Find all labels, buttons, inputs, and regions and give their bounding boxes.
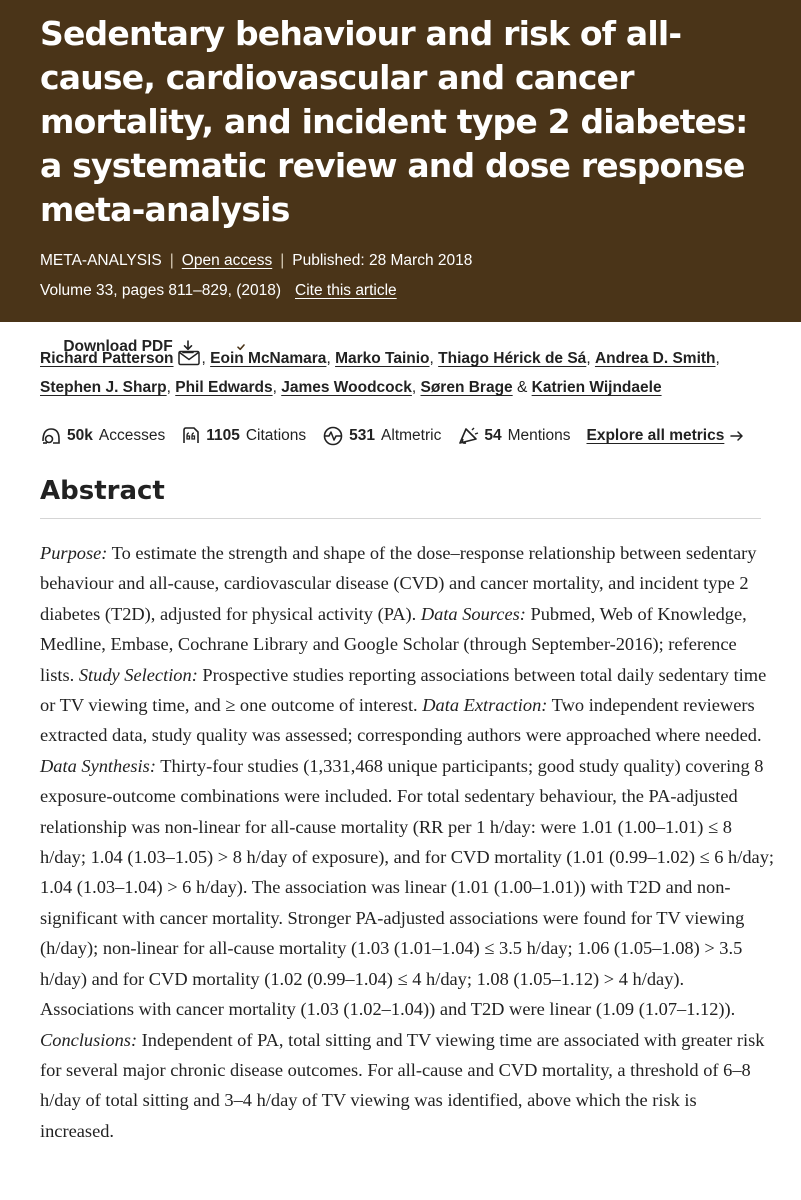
- conclusions-label: Conclusions:: [40, 1029, 138, 1050]
- article-title: Sedentary behaviour and risk of all-cause, cardiovascular and cancer mortality, and incident type 2 diabetes: a systematic review and dose response meta-analysis: [40, 14, 748, 229]
- metric-altmetric: 531 Altmetric: [322, 426, 441, 446]
- author-link[interactable]: Marko Tainio: [335, 350, 430, 367]
- abstract-body: Purpose: To estimate the strength and shape of the dose–response relationship between sedentary behaviour and all-cause, cardiovascular disease (CVD) and cancer mortality, and incident type 2 diabetes (T2D), adjusted for physical activity (PA). Data Sources: Pubmed, Web of Knowledge, Medline, Embase, Cochrane Library and Google Scholar (through September-2016); reference lists. Study Selection: Prospective studies reporting associations between total daily sedentary time or TV viewing time, and ≥ one outcome of interest. Data Extraction: Two independent reviewers extracted data, study quality was assessed; corresponding authors were approached where needed. Data Synthesis: Thirty-four studies (1,331,468 unique participants; good study quality) covering 8 exposure-outcome combinations were included. For total sedentary behaviour, the PA-adjusted relationship was non-linear for all-cause mortality (RR per 1 h/day: were 1.01 (1.00–1.01) ≤ 8 h/day; 1.04 (1.03–1.05) > 8 h/day of exposure), and for CVD mortality (1.01 (0.99–1.02) ≤ 6 h/day; 1.04 (1.03–1.04) > 6 h/day). The association was linear (1.01 (1.00–1.01)) with T2D and non-significant with cancer mortality. Stronger PA-adjusted associations were found for TV viewing (h/day); non-linear for all-cause mortality (1.03 (1.01–1.04) ≤ 3.5 h/day; 1.06 (1.05–1.08) > 3.5 h/day) and for CVD mortality (1.02 (0.99–1.04) ≤ 4 h/day; 1.08 (1.05–1.12) > 4 h/day). Associations with cancer mortality (1.03 (1.02–1.04)) and T2D were linear (1.09 (1.07–1.12)). Conclusions: Independent of PA, total sitting and TV viewing time are associated with greater risk for several major chronic disease outcomes. For all-cause and CVD mortality, a threshold of 6–8 h/day of total sitting and 3–4 h/day of TV viewing was identified, above which the risk is increased.: [40, 543, 774, 1141]
- article-header: [0, 0, 801, 355]
- author-link[interactable]: Phil Edwards: [175, 379, 273, 396]
- download-pdf-label: Download PDF: [63, 337, 173, 355]
- citations-icon: [181, 426, 201, 446]
- open-access-inline-link[interactable]: open access: [425, 338, 504, 355]
- megaphone-icon: [457, 426, 479, 446]
- author-link[interactable]: James Woodcock: [281, 379, 412, 396]
- access-prefix: You have full access to this: [253, 338, 422, 355]
- arrow-right-icon: [730, 430, 744, 442]
- data-extraction-label: Data Extraction:: [422, 695, 548, 716]
- access-suffix: article: [507, 338, 546, 355]
- author-link[interactable]: Eoin McNamara: [210, 350, 327, 367]
- study-selection-label: Study Selection:: [78, 664, 198, 685]
- article-type: META-ANALYSIS: [40, 252, 162, 269]
- abstract-heading: Abstract: [40, 474, 761, 519]
- article-volume-line: [40, 281, 761, 301]
- author-link[interactable]: Andrea D. Smith: [594, 350, 716, 367]
- author-link[interactable]: Søren Brage: [420, 379, 513, 396]
- volume-info: Volume 33, pages 811–829, (2018): [40, 282, 282, 299]
- article-meta: [40, 251, 761, 271]
- metrics-bar: [0, 426, 801, 446]
- author-list: Richard Patterson , Eoin McNamara, Marko Tainio, Thiago Hérick de Sá, Andrea D. Smith, Stephen J. Sharp, Phil Edwards, James Woodcock, Søren Brage & Katrien Wijndaele: [40, 350, 720, 396]
- metric-mentions: 54 Mentions: [457, 426, 570, 446]
- mail-icon[interactable]: [178, 350, 200, 366]
- altmetric-icon: [322, 426, 344, 446]
- meta-divider: |: [280, 252, 285, 269]
- accesses-icon: [40, 426, 62, 446]
- metric-accesses: 50k Accesses: [40, 426, 165, 446]
- data-sources-label: Data Sources:: [420, 603, 526, 624]
- metric-citations: 1105 Citations: [181, 426, 306, 446]
- purpose-label: Purpose:: [40, 543, 108, 563]
- author-link[interactable]: Stephen J. Sharp: [40, 379, 167, 396]
- explore-metrics-link[interactable]: Explore all metrics: [587, 427, 745, 445]
- author-link[interactable]: Thiago Hérick de Sá: [438, 350, 587, 367]
- cite-article-link[interactable]: Cite this article: [295, 282, 397, 299]
- author-link[interactable]: Katrien Wijndaele: [531, 379, 662, 396]
- author-link[interactable]: Richard Patterson: [40, 350, 174, 367]
- open-access-link[interactable]: Open access: [181, 252, 273, 269]
- meta-divider: |: [169, 252, 174, 269]
- data-synthesis-label: Data Synthesis:: [40, 755, 156, 776]
- published-date: Published: 28 March 2018: [292, 252, 473, 269]
